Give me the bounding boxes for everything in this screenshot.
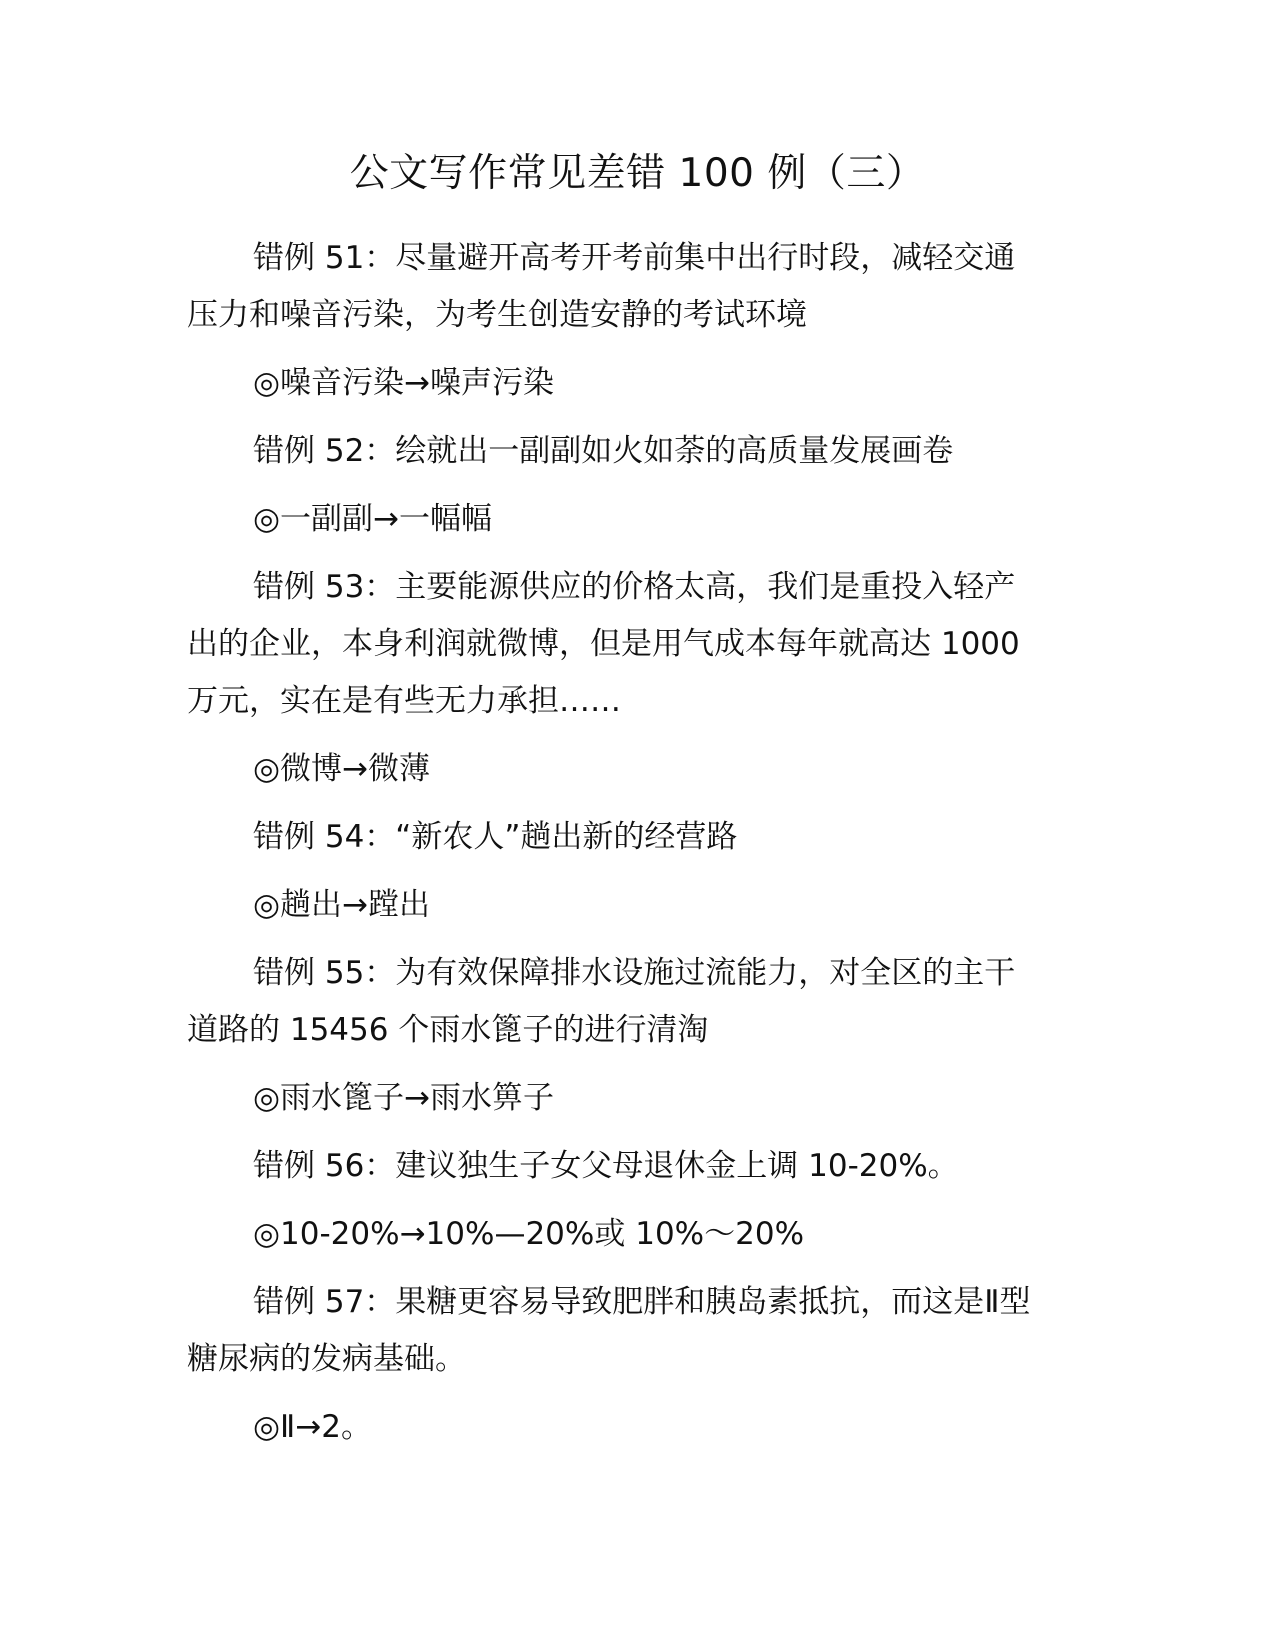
paragraph-line: 糖尿病的发病基础。 xyxy=(187,1341,466,1377)
correction-55 xyxy=(187,1070,1087,1127)
paragraph-line: 道路的 15456 个雨水篦子的进行清淘 xyxy=(187,1012,709,1048)
paragraph-error-51 xyxy=(187,230,1087,344)
paragraph-error-56 xyxy=(187,1138,1087,1195)
paragraph-error-52 xyxy=(187,423,1087,480)
correction-text: ◎雨水篦子→雨水箅子 xyxy=(253,1080,555,1116)
paragraph-line: 错例 54：“新农人”趟出新的经营路 xyxy=(253,819,738,855)
paragraph-line: 错例 52：绘就出一副副如火如荼的高质量发展画卷 xyxy=(253,433,954,469)
paragraph-error-57 xyxy=(187,1274,1087,1388)
correction-57 xyxy=(187,1399,1087,1456)
correction-54 xyxy=(187,877,1087,934)
correction-53 xyxy=(187,741,1087,798)
paragraph-line: 错例 53：主要能源供应的价格太高，我们是重投入轻产 xyxy=(253,569,1016,605)
paragraph-line: 出的企业，本身利润就微博，但是用气成本每年就高达 1000 xyxy=(187,626,1020,662)
correction-text: ◎10-20%→10%—20%或 10%～20% xyxy=(253,1216,805,1252)
paragraph-line: 压力和噪音污染，为考生创造安静的考试环境 xyxy=(187,297,807,333)
correction-text: ◎趟出→蹚出 xyxy=(253,887,431,923)
correction-text: ◎一副副→一幅幅 xyxy=(253,501,493,537)
correction-text: ◎噪音污染→噪声污染 xyxy=(253,365,555,401)
correction-text: ◎微博→微薄 xyxy=(253,751,431,787)
correction-52 xyxy=(187,491,1087,548)
correction-text: ◎Ⅱ→2。 xyxy=(253,1409,373,1445)
paragraph-error-55 xyxy=(187,945,1087,1059)
correction-51 xyxy=(187,355,1087,412)
document-body xyxy=(187,230,1087,1467)
paragraph-line: 错例 51：尽量避开高考开考前集中出行时段，减轻交通 xyxy=(253,240,1016,276)
paragraph-line: 错例 55：为有效保障排水设施过流能力，对全区的主干 xyxy=(253,955,1016,991)
paragraph-error-53 xyxy=(187,559,1087,730)
document-title: 公文写作常见差错 100 例（三） xyxy=(349,151,926,196)
correction-56 xyxy=(187,1206,1087,1263)
paragraph-line: 错例 57：果糖更容易导致肥胖和胰岛素抵抗，而这是Ⅱ型 xyxy=(253,1284,1031,1320)
paragraph-line: 错例 56：建议独生子女父母退休金上调 10-20%。 xyxy=(253,1148,959,1184)
paragraph-line: 万元，实在是有些无力承担…… xyxy=(187,683,621,719)
paragraph-error-54 xyxy=(187,809,1087,866)
